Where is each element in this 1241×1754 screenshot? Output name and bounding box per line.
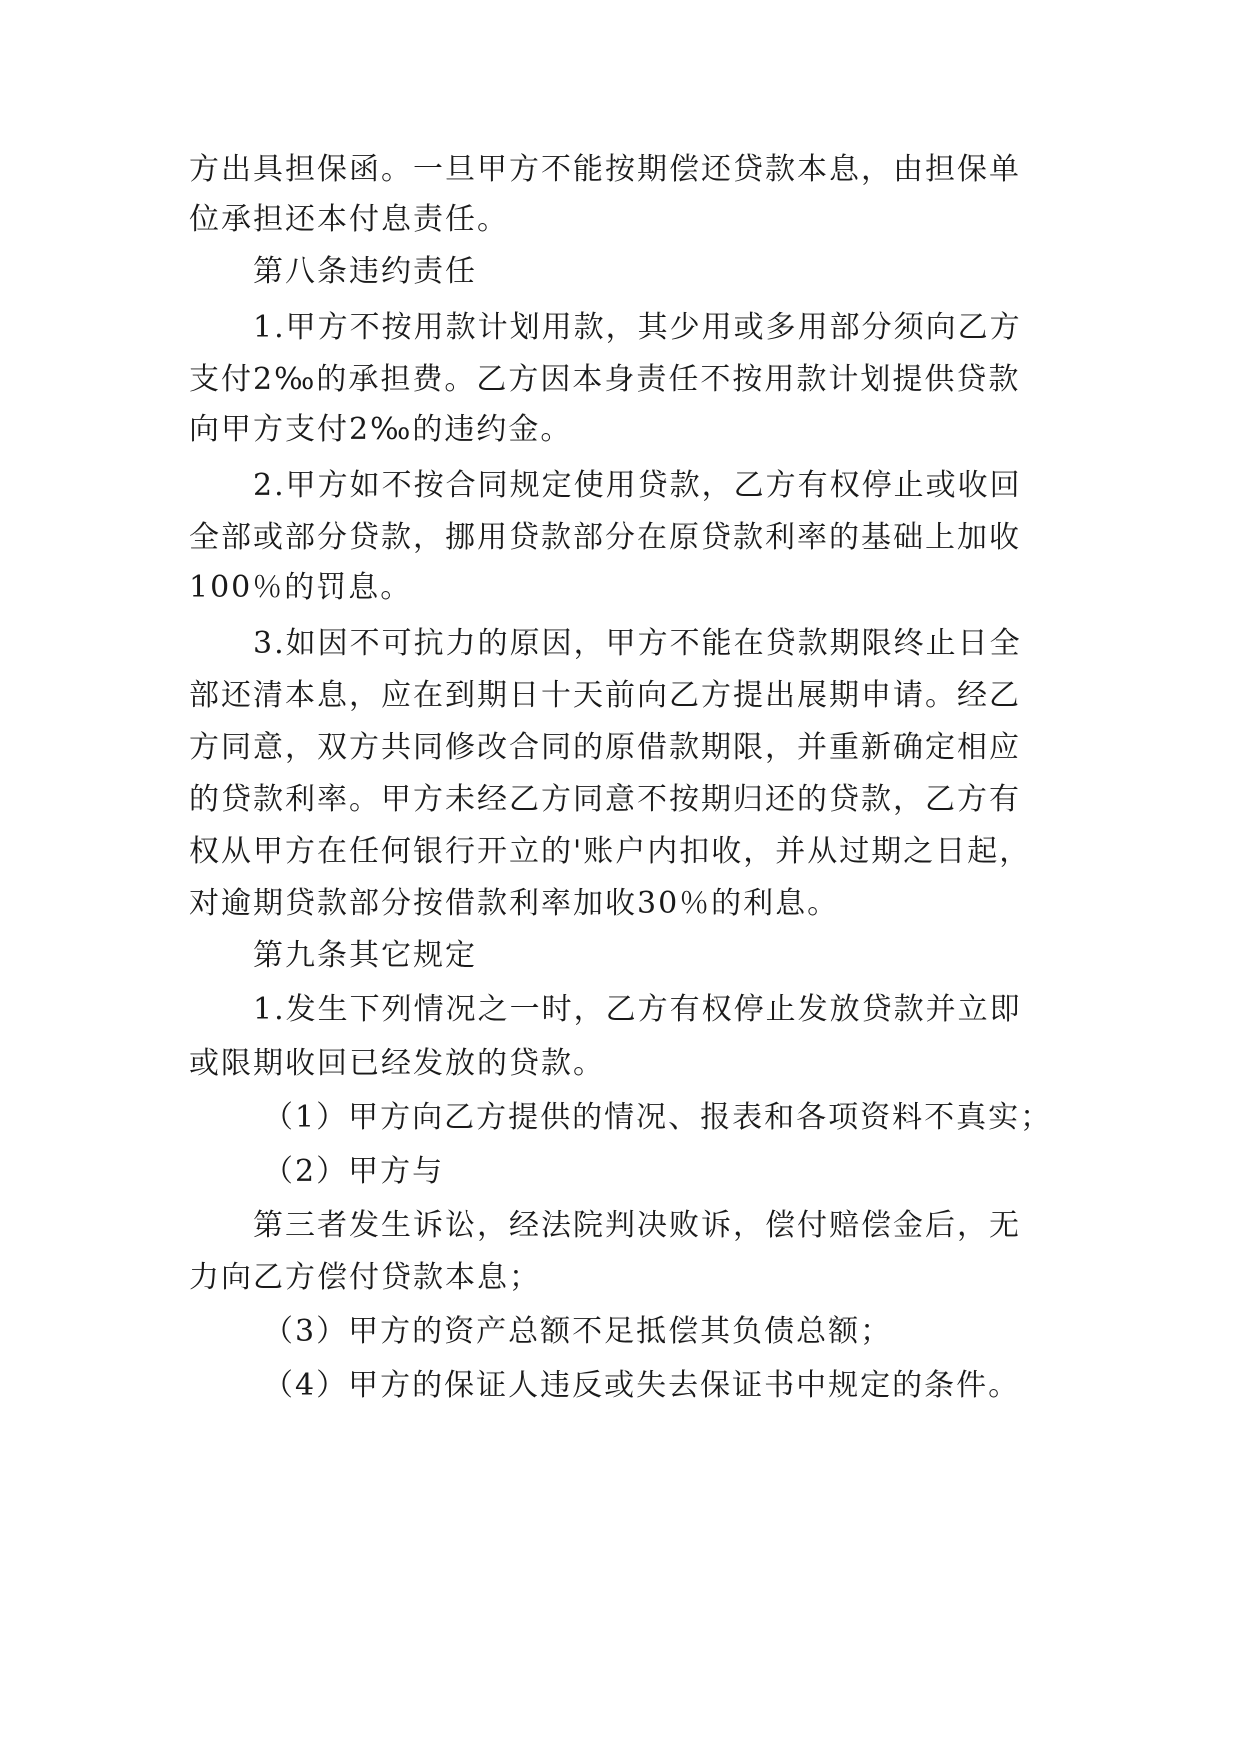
- body-line: 向甲方支付2‰的违约金。: [189, 412, 573, 447]
- body-line: 2.甲方如不按合同规定使用贷款，乙方有权停止或收回: [253, 468, 1022, 503]
- section-heading: 第九条其它规定: [253, 938, 477, 973]
- list-item: （4）甲方的保证人违反或失去保证书中规定的条件。: [263, 1368, 1021, 1403]
- section-heading: 第八条违约责任: [253, 254, 477, 289]
- body-line: 部还清本息，应在到期日十天前向乙方提出展期申请。经乙: [189, 678, 1021, 713]
- list-item: （2）甲方与: [263, 1154, 445, 1189]
- body-line: 力向乙方偿付贷款本息；: [189, 1260, 541, 1295]
- body-line: 支付2‰的承担费。乙方因本身责任不按用款计划提供贷款: [189, 362, 1021, 397]
- body-line: 权从甲方在任何银行开立的'账户内扣收，并从过期之日起，: [189, 834, 1032, 869]
- body-line: 第三者发生诉讼，经法院判决败诉，偿付赔偿金后，无: [253, 1208, 1021, 1243]
- body-line: 或限期收回已经发放的贷款。: [189, 1046, 605, 1081]
- body-line: 方出具担保函。一旦甲方不能按期偿还贷款本息，由担保单: [189, 152, 1021, 187]
- body-line: 100％的罚息。: [189, 570, 413, 605]
- body-line: 全部或部分贷款，挪用贷款部分在原贷款利率的基础上加收: [189, 520, 1021, 555]
- body-line: 1.甲方不按用款计划用款，其少用或多用部分须向乙方: [253, 310, 1022, 345]
- list-item: （1）甲方向乙方提供的情况、报表和各项资料不真实；: [263, 1100, 1053, 1135]
- body-line: 对逾期贷款部分按借款利率加收30％的利息。: [189, 886, 840, 921]
- body-line: 方同意，双方共同修改合同的原借款期限，并重新确定相应: [189, 730, 1021, 765]
- list-item: （3）甲方的资产总额不足抵偿其负债总额；: [263, 1314, 893, 1349]
- body-line: 3.如因不可抗力的原因，甲方不能在贷款期限终止日全: [253, 626, 1022, 661]
- body-line: 1.发生下列情况之一时，乙方有权停止发放贷款并立即: [253, 992, 1022, 1027]
- body-line: 的贷款利率。甲方未经乙方同意不按期归还的贷款，乙方有: [189, 782, 1021, 817]
- body-line: 位承担还本付息责任。: [189, 202, 509, 237]
